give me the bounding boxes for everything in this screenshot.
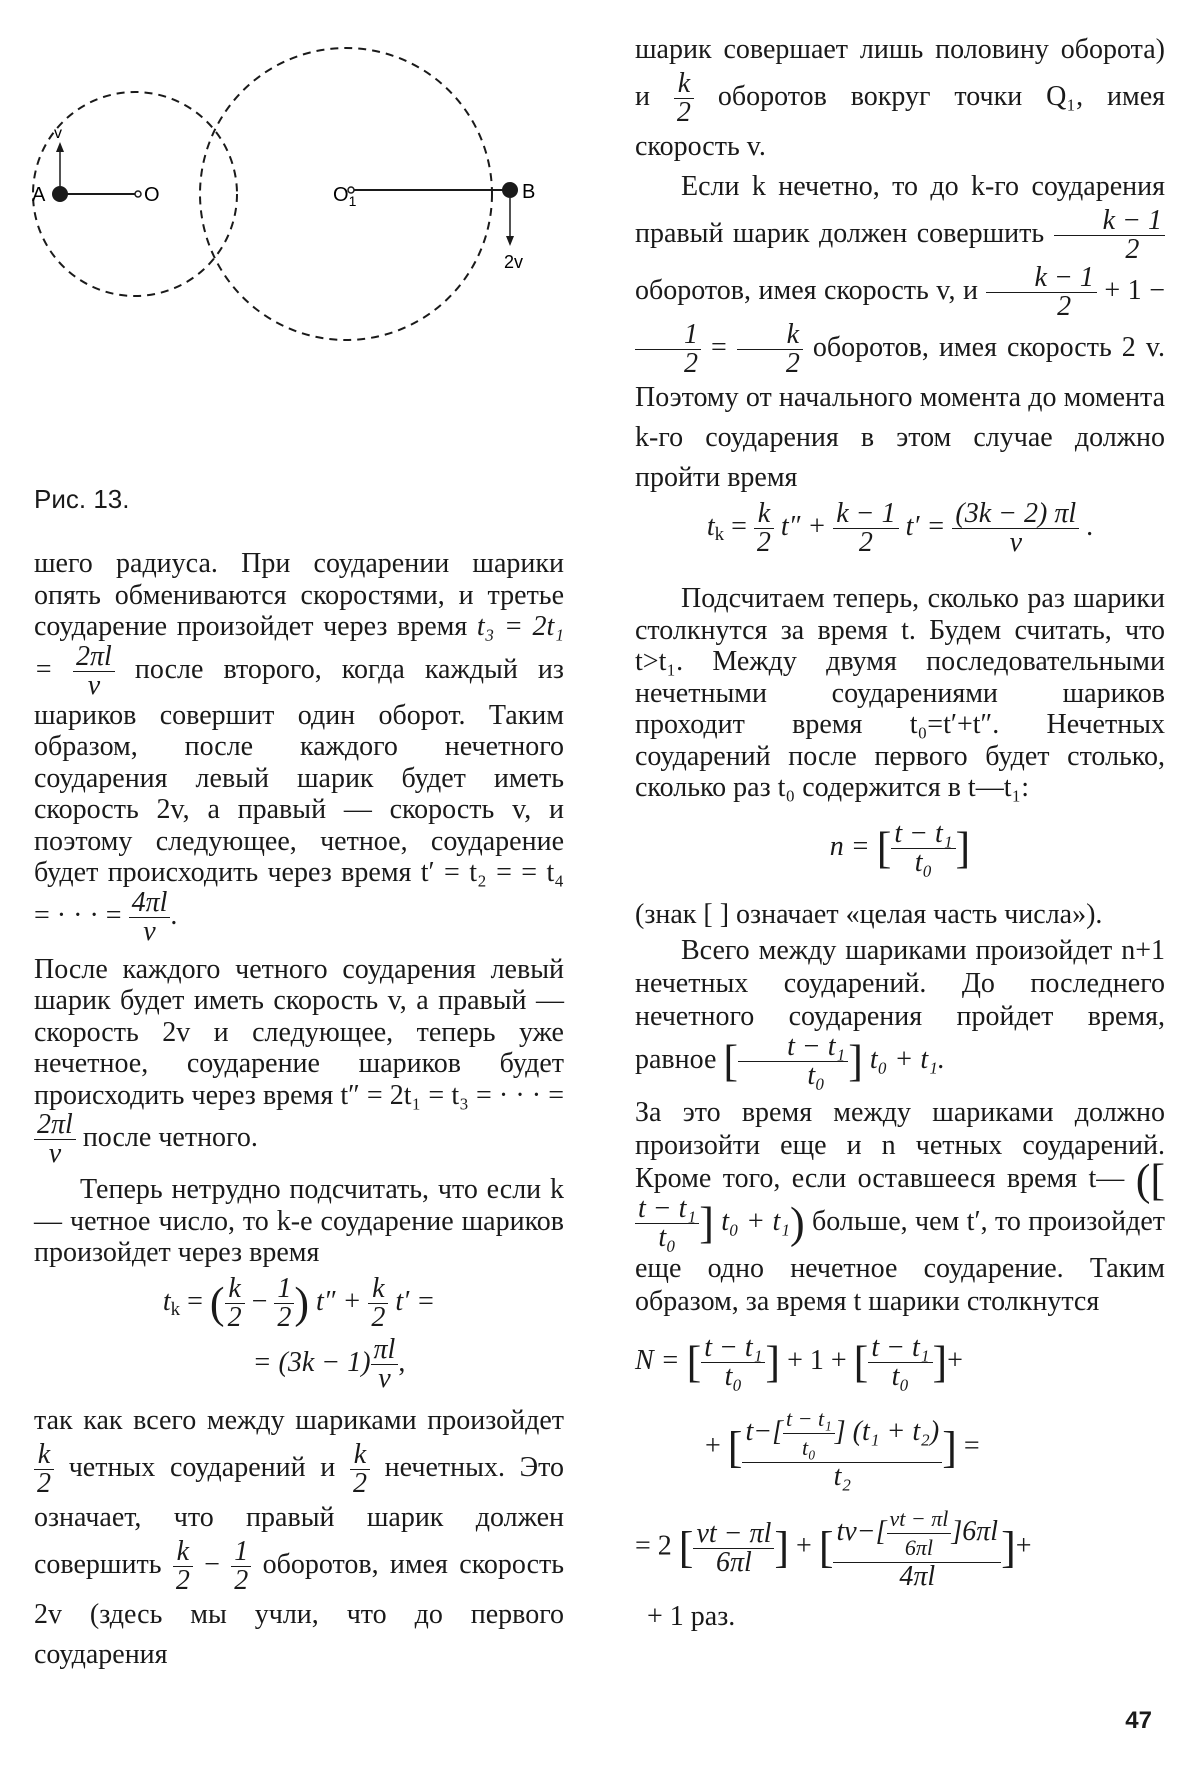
right-paragraph-4: (знак [ ] означает «целая часть числа»). xyxy=(635,898,1103,930)
right-paragraph-2: Если k нечетно, то до k-го соударения правый шарик должен совершить $\frac{k - 1}{2}$ оборотов, имея скорость v, и $\frac{k - 1}{2}$ + 1 − $\frac{1}{2}$ = $\frac{k}{2}$ оборотов, имея скорость 2 v. Поэтому от начального момента до момента k-го соударения в этом случае должно пройти время xyxy=(635,171,1165,493)
left-paragraph-3: Теперь нетрудно подсчитать, что если k — четное число, то k-е соударение шариков произойдет через время xyxy=(34,1174,564,1268)
equation-N: N = [ $\frac{\text{t − t₁}}{\text{t₀}}$ ] + 1 + [ $\frac{\text{t − t₁}}{\text{t₀}}$ ]+ xyxy=(635,1332,963,1392)
label-o1: $O_1$ xyxy=(333,184,357,209)
figure-13 xyxy=(20,30,580,370)
left-paragraph-2: После каждого четного соударения левый шарик будет иметь скорость v, а правый — скорость 2v и следующее, теперь уже нечетное, соударение шариков будет происходить через время t″ = 2t₁ = t₃ = · · · = $\frac{2\pi l}{v}$ после четного. xyxy=(34,953,564,1169)
fraction: $\frac{4\pi l}{v}$ xyxy=(129,889,171,946)
ball-a xyxy=(52,186,68,202)
final-line: + 1 раз. xyxy=(647,1601,736,1632)
velocity-b-arrowhead xyxy=(506,236,514,246)
right-paragraph-1: шарик совершает лишь половину оборота) и $\frac{k}{2}$ оборотов вокруг точки Q₁, имея скорость v. xyxy=(635,34,1165,162)
equation-n: n = [ $\frac{\text{t − t₁}}{\text{t₀}}$ ] xyxy=(829,817,971,878)
page-number: 47 xyxy=(1125,1707,1152,1734)
equation-N-line2: + [ t−[ $\frac{\text{t − t₁}}{\text{t₀}}$ ] (t₁ + t₂) t₂ ] = xyxy=(705,1406,980,1492)
figure-caption: Рис. 13. xyxy=(34,484,130,514)
ball-b xyxy=(502,182,518,198)
left-paragraph-4: так как всего между шариками произойдет $\frac{k}{2}$ четных соударений и $\frac{k}{2}$ нечетных. Это означает, что правый шарик должен совершить $\frac{k}{2}$ − $\frac{1}{2}$ оборотов, имея скорость 2v (здесь мы учли, что до первого соударения xyxy=(34,1404,565,1670)
point-o xyxy=(135,191,141,197)
right-paragraph-5: Всего между шариками произойдет n+1 нечетных соударений. До последнего нечетного соударения пройдет время, равное [ $\frac{\text{t − t₁}}{\text{t₀}}$ ] t₀ + t₁. xyxy=(635,935,1165,1091)
equation-tk-odd: $t_k$ = $\frac{k}{2}$ t″ + $\frac{k - 1}{2}$ t′ = $\frac{(3k - 2) \pi l}{v}$ . xyxy=(706,498,1094,558)
velocity-a-arrowhead xyxy=(56,142,64,152)
fraction: $\frac{2\pi l}{v}$ xyxy=(34,1111,76,1168)
label-2v: 2v xyxy=(504,252,524,272)
label-a: A xyxy=(32,184,46,206)
right-paragraph-3: Подсчитаем теперь, сколько раз шарики столкнутся за время t. Будем считать, что t>t₁. Между двумя последовательными нечетными соударениями шариков проходит время t₀=t′+t″. Нечетных соударений после первого будет столько, сколько раз t₀ содержится в t—t₁: xyxy=(635,583,1165,803)
fraction: $\frac{2\pi l}{v}$ xyxy=(73,643,115,700)
label-o: O xyxy=(144,184,160,206)
equation-N-line3: = 2 [ $\frac{vt - \pi l}{6\pi l}$ ] + [ tv−[ $\frac{vt - \pi l}{6\pi l}$ ]6πl 4πl ]+ xyxy=(635,1506,1032,1592)
label-b: B xyxy=(522,181,536,203)
equation-tk-even: $t_k$ = ( $\frac{k}{2}$ − $\frac{1}{2}$ ) t″ + $\frac{k}{2}$ t′ = xyxy=(162,1272,436,1333)
label-v: v xyxy=(54,125,62,142)
left-paragraph-1: шего радиуса. При соударении шарики опять обмениваются скоростями, и третье соударение произойдет через время t₃ = 2t₁ = $\frac{2\pi l}{v}$ после второго, когда каждый из шариков совершит один оборот. Таким образом, после каждого нечетного соударения левый шарик будет иметь скорость 2v, а правый — скорость v, и поэтому следующее, четное, соударение будет происходить через время t′ = t₂ = = t₄ = · · · = $\frac{4\pi l}{v}$ . xyxy=(34,548,565,947)
equation-tk-even-line2: = (3k − 1) $\frac{\pi l}{v}$ , xyxy=(252,1333,406,1394)
right-paragraph-6: За это время между шариками должно произойти еще и n четных соударений. Кроме того, если оставшееся время t— ([ $\frac{\text{t − t₁}}{\text{t₀}}$ ] t₀ + t₁) больше, чем t′, то произойдет еще одно нечетное соударение. Таким образом, за время t шарики столкнутся xyxy=(635,1097,1165,1317)
